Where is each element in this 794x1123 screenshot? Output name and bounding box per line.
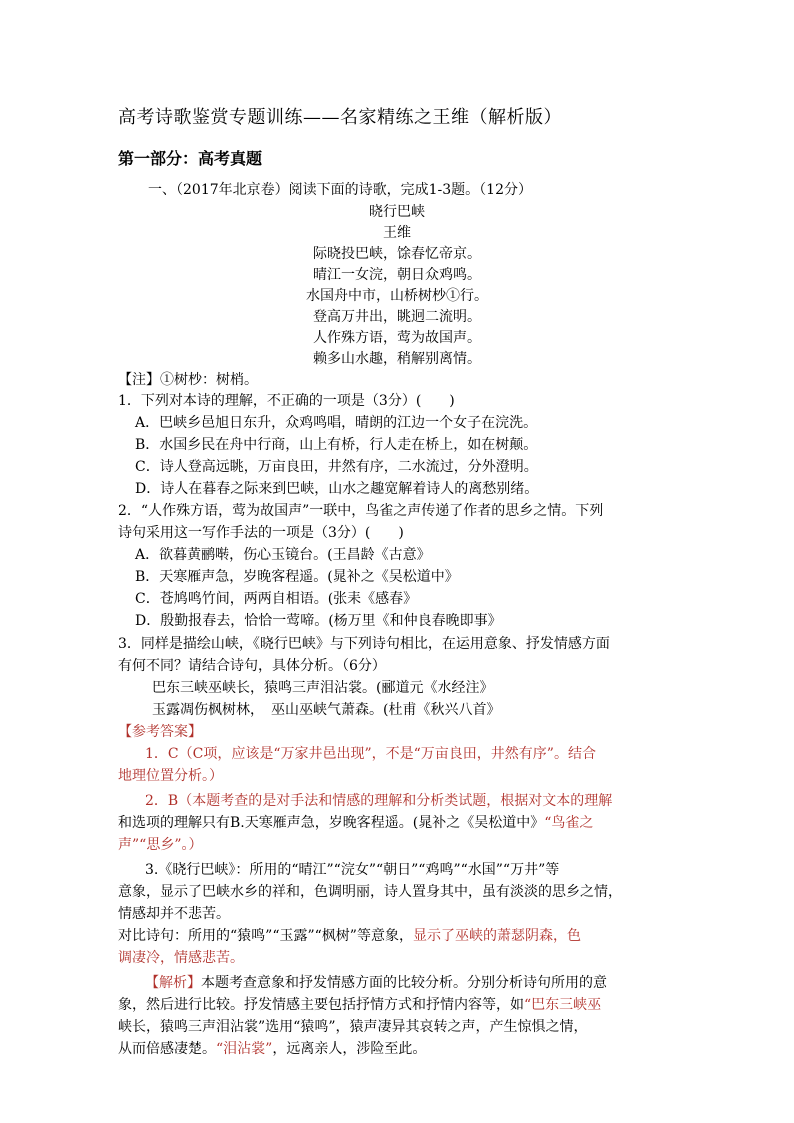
section-heading: 第一部分：高考真题 [118,149,263,168]
answer-1-cont: 地理位置分析。） [118,768,223,784]
analysis-label: 【解析】 [145,975,201,991]
analysis-line-2 [118,995,601,1015]
poem-author: 王维 [383,225,411,241]
answer-label: 【参考答案】 [118,724,202,740]
question-1-option-d: D．诗人在暮春之际来到巴峡，山水之趣宽解着诗人的离愁别绪。 [135,481,539,497]
analysis-line-3: 峡长，猿鸣三声泪沾裳”选用“猿鸣”，猿声凄异其哀转之声，产生惊惧之情， [118,1019,588,1035]
answer-3: 3.《晓行巴峡》：所用的“晴江”“浣女”“朝日”“鸡鸣”“水国”“万井”等 [145,862,560,878]
analysis-text: 本题考查意象和抒发情感方面的比较分析。分别分析诗句所用的意 [201,975,607,991]
answer-1: 1．C（C项，应该是“万家井邑出现”，不是“万亩良田，井然有序”。结合 [145,746,596,762]
answer-3-comparison-end: 调凄冷，情感悲苦。 [118,950,244,966]
question-1-stem: 1．下列对本诗的理解，不正确的一项是（3分）( ) [118,393,455,409]
document-title: 高考诗歌鉴赏专题训练——名家精练之王维（解析版） [118,107,562,128]
poem-note: 【注】①树杪：树梢。 [118,372,258,388]
analysis-red-text: “巴东三峡巫 [524,997,602,1013]
question-intro: 一、（2017年北京卷）阅读下面的诗歌，完成1-3题。（12分） [148,182,532,198]
question-2-option-c: C．苍鸠鸣竹间，两两自相语。(张耒《感春》 [135,591,418,607]
comparison-red-text: 显示了巫峡的萧瑟阴森，色 [412,928,581,944]
comparison-text: 对比诗句：所用的“猿鸣”“玉露”“枫树”等意象， [118,928,413,944]
question-2-option-d: D．殷勤报春去，恰恰一莺啼。(杨万里《和仲良春晚即事》 [135,613,502,629]
question-3-citation-2: 玉露凋伤枫树林， 巫山巫峡气萧森。(杜甫《秋兴八首》 [152,702,501,718]
answer-3-comparison [118,926,581,946]
poem-line: 赖多山水趣，稍解别离情。 [313,351,481,367]
poem-line: 际晓投巴峡，馀春忆帝京。 [313,246,481,262]
answer-2-cont [118,813,593,833]
question-3-stem: 3．同样是描绘山峡，《晓行巴峡》与下列诗句相比，在运用意象、抒发情感方面 [118,636,610,652]
analysis-line-4 [118,1039,426,1059]
analysis-text: 从而倍感凄楚。 [118,1041,216,1057]
poem-title: 晓行巴峡 [369,204,425,220]
answer-2-text: 和选项的理解只有B.天寒雁声急，岁晚客程遥。(晁补之《吴松道中》 [118,815,545,831]
question-1-option-c: C．诗人登高远眺，万亩良田，井然有序，二水流过，分外澄明。 [135,459,538,475]
analysis-text: ，远离亲人，涉险至此。 [272,1041,427,1057]
question-2-option-a: A．欲暮黄鹂啭，伤心玉镜台。(王昌龄《古意》 [135,547,431,563]
question-2-stem: 2．“人作殊方语，莺为故国声”一联中，鸟雀之声传递了作者的思乡之情。下列 [118,503,604,519]
analysis-red-text: “泪沾裳” [216,1041,273,1057]
question-3-stem-cont: 有何不同？请结合诗句，具体分析。（6分） [118,658,386,674]
analysis-paragraph [145,973,607,993]
question-1-option-b: B．水国乡民在舟中行商，山上有桥，行人走在桥上，如在树颠。 [135,437,538,453]
question-3-citation-1: 巴东三峡巫峡长，猿鸣三声泪沾裳。(郦道元《水经注》 [152,680,494,696]
question-2-stem-cont: 诗句采用这一写作手法的一项是（3分）( ) [118,525,404,541]
poem-line: 水国舟中市，山桥树杪①行。 [306,288,488,304]
answer-2: 2．B（本题考查的是对手法和情感的理解和分析类试题，根据对文本的理解 [145,793,613,809]
analysis-text: 象，然后进行比较。抒发情感主要包括抒情方式和抒情内容等，如 [118,997,524,1013]
question-1-option-a: A．巴峡乡邑旭日东升，众鸡鸣唱，晴朗的江边一个女子在浣洗。 [135,415,538,431]
poem-line: 晴江一女浣，朝日众鸡鸣。 [313,267,481,283]
poem-line: 人作殊方语，莺为故国声。 [313,330,481,346]
question-2-option-b: B．天寒雁声急，岁晚客程遥。(晁补之《吴松道中》 [135,569,459,585]
answer-3-cont: 意象，显示了巴峡水乡的祥和，色调明丽，诗人置身其中，虽有淡淡的思乡之情， [118,884,622,900]
answer-2-end: 声”“思乡”。） [118,837,203,853]
answer-3-end: 情感却并不悲苦。 [118,906,230,922]
poem-line: 登高万井出，眺迥二流明。 [313,309,481,325]
answer-2-keyword: “鸟雀之 [544,815,594,831]
